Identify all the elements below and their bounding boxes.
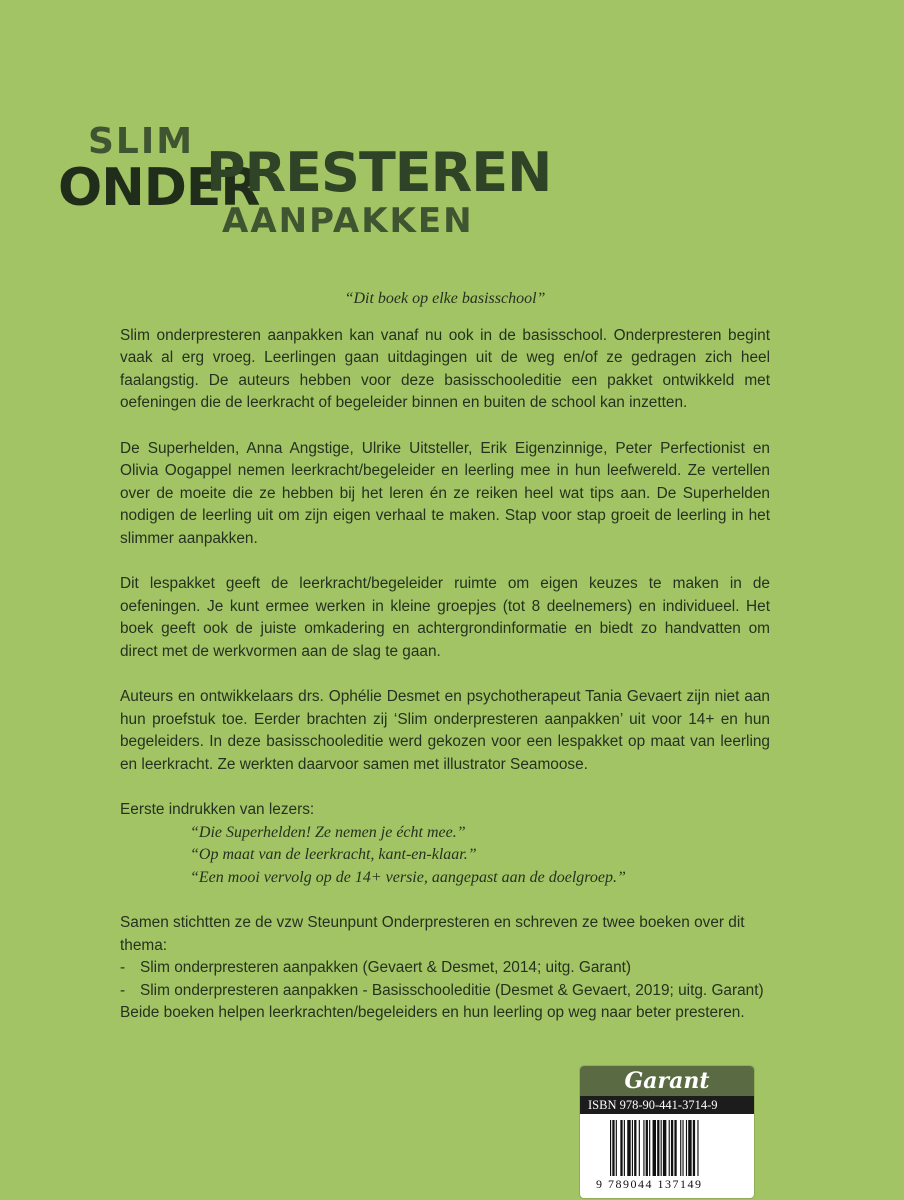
book-logo: [56, 118, 552, 258]
closing-block: [120, 912, 770, 1025]
paragraph-authors: Auteurs en ontwikkelaars drs. Ophélie Desmet en psychotherapeut Tania Gevaert zijn niet aan hun proefstuk toe. Eerder brachten zij ‘Slim onderpresteren aanpakken’ uit voor 14+ en hun begeleiders. In deze basisschooleditie werd gekozen voor een lespakket op maat van leerling en leerkracht. Ze werkten daarvoor samen met illustrator Seamoose.: [120, 688, 770, 773]
review-quote: “Op maat van de leerkracht, kant-en-klaar.”: [190, 846, 477, 863]
paragraph-intro: Slim onderpresteren aanpakken kan vanaf nu ook in de basisschool. Onderpresteren begint vaak al erg vroeg. Leerlingen gaan uitdagingen uit de weg en/of ze gedragen zich heel faalangstig. De auteurs hebben voor deze basisschooleditie een pakket ontwikkeld met oefeningen die de leerkracht of begeleider binnen en buiten de school kan inzetten.: [120, 326, 770, 411]
logo-word-aanpakken: AANPAKKEN: [222, 201, 474, 241]
review-quote: “Die Superhelden! Ze nemen je écht mee.”: [190, 823, 466, 841]
back-cover-text: [120, 288, 770, 1025]
review-quote: “Een mooi vervolg op de 14+ versie, aangepast aan de doelgroep.”: [190, 868, 626, 886]
tagline: “Dit boek op elke basisschool”: [344, 290, 546, 307]
reviews-intro: Eerste indrukken van lezers:: [120, 801, 315, 818]
barcode-number: 9 789044 137149: [596, 1177, 703, 1191]
isbn-label: ISBN 978-90-441-3714-9: [580, 1096, 754, 1114]
paragraph-lespakket: Dit lespakket geeft de leerkracht/begeleider ruimte om eigen keuzes te maken in de oefeningen. Je kunt ermee werken in kleine groepjes (tot 8 deelnemers) en individueel. Het boek geeft ook de juiste omkadering en achtergrondinformatie en biedt zo handvatten om direct met de werkvormen aan de slag te gaan.: [120, 575, 770, 660]
list-item: - Slim onderpresteren aanpakken (Gevaert & Desmet, 2014; uitg. Garant): [120, 959, 632, 976]
publisher-logo: Garant: [580, 1066, 754, 1096]
logo-word-onder: ONDER: [58, 158, 260, 218]
book-list: [120, 957, 770, 1002]
isbn-barcode-box: [580, 1066, 754, 1198]
logo-word-slim: SLIM: [88, 121, 195, 162]
logo-word-presteren: PRESTEREN: [206, 141, 552, 204]
closing-intro: Samen stichtten ze de vzw Steunpunt Onderpresteren en schreven ze twee boeken over dit thema:: [120, 914, 745, 954]
reviews-block: [120, 799, 770, 889]
paragraph-superheroes: De Superhelden, Anna Angstige, Ulrike Uitsteller, Erik Eigenzinnige, Peter Perfectionist en Olivia Oogappel nemen leerkracht/begeleider en leerling mee in hun leefwereld. Ze vertellen over de moeite die ze hebben bij het leren én ze reiken heel wat tips aan. De Superhelden nodigen de leerling uit om zijn eigen verhaal te maken. Stap voor stap groeit de leerling in het slimmer aanpakken.: [120, 439, 770, 547]
closing-outro: Beide boeken helpen leerkrachten/begeleiders en hun leerling op weg naar beter presteren.: [120, 1004, 745, 1021]
barcode-icon: [610, 1120, 726, 1176]
list-item: - Slim onderpresteren aanpakken - Basisschooleditie (Desmet & Gevaert, 2019; uitg. Garant): [120, 981, 764, 999]
